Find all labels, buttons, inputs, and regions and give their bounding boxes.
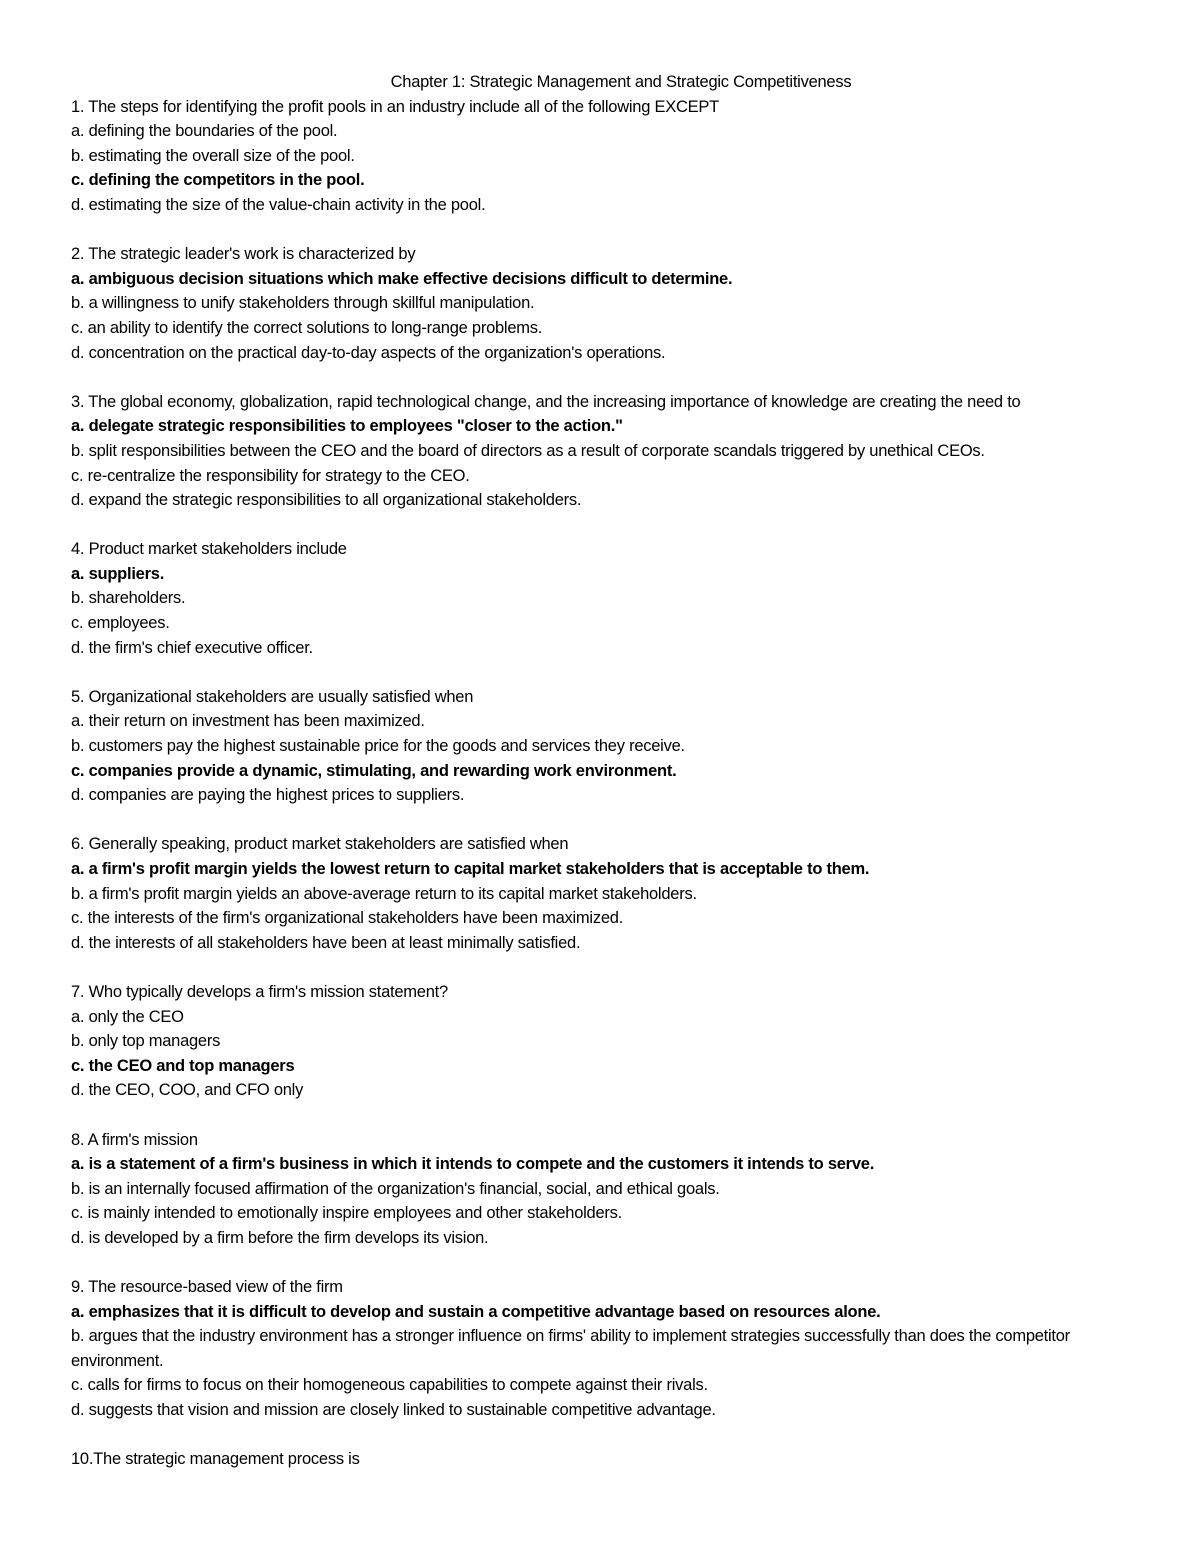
- answer-option: c. calls for firms to focus on their homogeneous capabilities to compete against their rivals.: [71, 1376, 708, 1395]
- answer-option-correct: c. companies provide a dynamic, stimulating, and rewarding work environment.: [71, 761, 677, 780]
- answer-option-correct: a. suppliers.: [71, 564, 165, 583]
- answer-option: c. an ability to identify the correct solutions to long-range problems.: [71, 318, 543, 337]
- answer-option: a. only the CEO: [71, 1007, 184, 1026]
- answer-option: b. is an internally focused affirmation of the organization's financial, social, and ethical goals.: [71, 1179, 720, 1198]
- question-stem: 8. A firm's mission: [71, 1130, 198, 1149]
- answer-option: d. companies are paying the highest prices to suppliers.: [71, 786, 465, 805]
- answer-option: a. their return on investment has been maximized.: [71, 712, 425, 731]
- question-block: [71, 1447, 1151, 1472]
- answer-option: d. expand the strategic responsibilities to all organizational stakeholders.: [71, 491, 582, 510]
- answer-option: d. is developed by a firm before the firm develops its vision.: [71, 1228, 489, 1247]
- answer-option: c. employees.: [71, 614, 170, 633]
- answer-option: b. split responsibilities between the CEO and the board of directors as a result of corporate scandals triggered by unethical CEOs.: [71, 441, 985, 460]
- answer-option: b. a firm's profit margin yields an above-average return to its capital market stakeholders.: [71, 884, 697, 903]
- question-block: [71, 390, 1151, 513]
- answer-option: d. concentration on the practical day-to-day aspects of the organization's operations.: [71, 343, 666, 362]
- answer-option: b. shareholders.: [71, 589, 186, 608]
- answer-option: b. a willingness to unify stakeholders through skillful manipulation.: [71, 294, 535, 313]
- answer-option-correct: a. ambiguous decision situations which make effective decisions difficult to determine.: [71, 269, 733, 288]
- question-block: [71, 832, 1151, 955]
- answer-option: a. defining the boundaries of the pool.: [71, 122, 338, 141]
- document-page: [71, 70, 1151, 1496]
- answer-option: c. is mainly intended to emotionally inspire employees and other stakeholders.: [71, 1204, 622, 1223]
- answer-option-correct: a. is a statement of a firm's business in which it intends to compete and the customers it intends to serve.: [71, 1155, 875, 1174]
- answer-option: d. the interests of all stakeholders have been at least minimally satisfied.: [71, 933, 581, 952]
- answer-option-correct: c. defining the competitors in the pool.: [71, 171, 365, 190]
- answer-option: b. only top managers: [71, 1032, 221, 1051]
- question-stem: 2. The strategic leader's work is characterized by: [71, 245, 416, 264]
- answer-option: c. re-centralize the responsibility for strategy to the CEO.: [71, 466, 470, 485]
- answer-option: d. the CEO, COO, and CFO only: [71, 1081, 304, 1100]
- question-block: [71, 1275, 1151, 1423]
- answer-option-correct: c. the CEO and top managers: [71, 1056, 295, 1075]
- answer-option: d. the firm's chief executive officer.: [71, 638, 313, 657]
- question-block: [71, 537, 1151, 660]
- question-list: [71, 95, 1151, 1472]
- question-block: [71, 95, 1151, 218]
- answer-option-correct: a. a firm's profit margin yields the lowest return to capital market stakeholders that is acceptable to them.: [71, 860, 870, 878]
- question-stem: 6. Generally speaking, product market stakeholders are satisfied when: [71, 835, 569, 854]
- answer-option: d. suggests that vision and mission are closely linked to sustainable competitive advantage.: [71, 1401, 716, 1420]
- question-stem: 1. The steps for identifying the profit pools in an industry include all of the following EXCEPT: [71, 97, 719, 116]
- question-stem: 3. The global economy, globalization, rapid technological change, and the increasing importance of knowledge are creating the need to: [71, 392, 1021, 411]
- question-block: [71, 242, 1151, 365]
- answer-option: d. estimating the size of the value-chain activity in the pool.: [71, 195, 486, 214]
- question-block: [71, 980, 1151, 1103]
- question-stem: 7. Who typically develops a firm's mission statement?: [71, 982, 448, 1001]
- answer-option-correct: a. delegate strategic responsibilities to employees "closer to the action.": [71, 417, 623, 436]
- document-title: Chapter 1: Strategic Management and Strategic Competitiveness: [390, 73, 852, 91]
- answer-option: b. customers pay the highest sustainable price for the goods and services they receive.: [71, 737, 685, 756]
- answer-option: c. the interests of the firm's organizational stakeholders have been maximized.: [71, 909, 624, 928]
- question-stem: 10.The strategic management process is: [71, 1450, 360, 1469]
- answer-option: b. estimating the overall size of the pool.: [71, 146, 355, 165]
- answer-option: b. argues that the industry environment has a stronger influence on firms' ability to implement strategies successfully than does the competitor environment.: [71, 1327, 1070, 1370]
- question-block: [71, 1128, 1151, 1251]
- question-stem: 9. The resource-based view of the firm: [71, 1278, 343, 1297]
- question-stem: 4. Product market stakeholders include: [71, 540, 347, 559]
- answer-option-correct: a. emphasizes that it is difficult to develop and sustain a competitive advantage based on resources alone.: [71, 1302, 881, 1321]
- question-stem: 5. Organizational stakeholders are usually satisfied when: [71, 687, 474, 706]
- question-block: [71, 685, 1151, 808]
